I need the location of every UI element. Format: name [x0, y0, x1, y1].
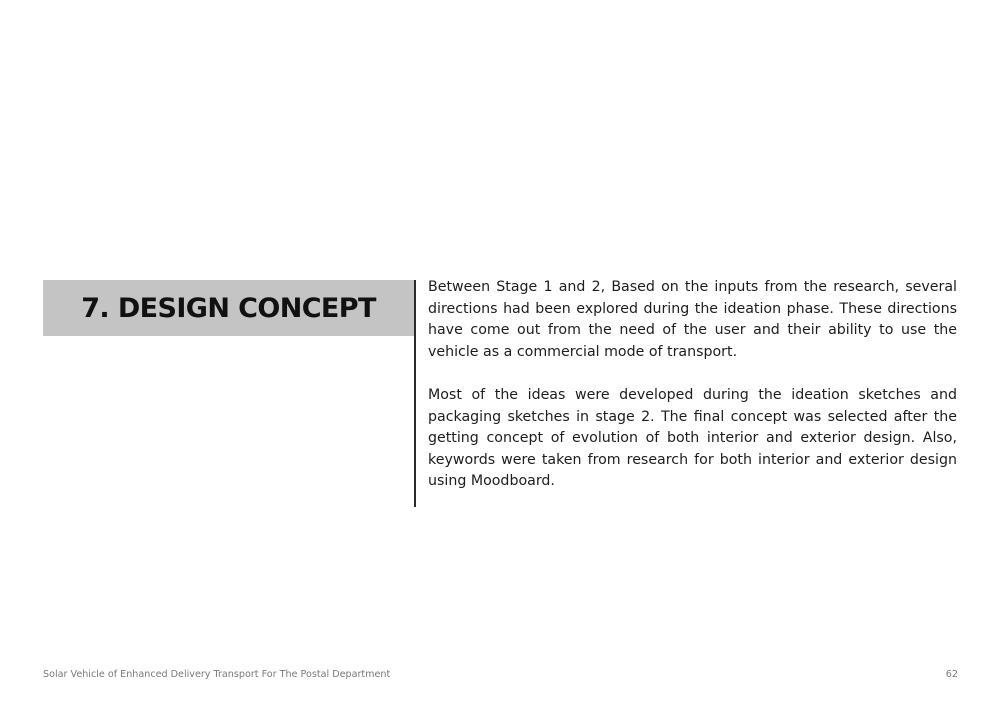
section-heading-box [43, 280, 414, 336]
page-number: 62 [945, 669, 958, 680]
footer-document-title: Solar Vehicle of Enhanced Delivery Transport For The Postal Department [43, 669, 391, 680]
paragraph-2: Most of the ideas were developed during the ideation sketches and packaging sketches in stage 2. The final concept was selected after the getting concept of evolution of both interior and exterior design. Also, keywords were taken from research for both interior and exterior design using Moodboard. [428, 386, 957, 490]
body-text [428, 277, 957, 493]
section-heading: 7. DESIGN CONCEPT [81, 292, 376, 324]
vertical-divider [414, 280, 416, 507]
paragraph-1: Between Stage 1 and 2, Based on the inputs from the research, several directions had been explored during the ideation phase. These directions have come out from the need of the user and their ability to use the vehicle as a commercial mode of transport. [428, 279, 957, 360]
